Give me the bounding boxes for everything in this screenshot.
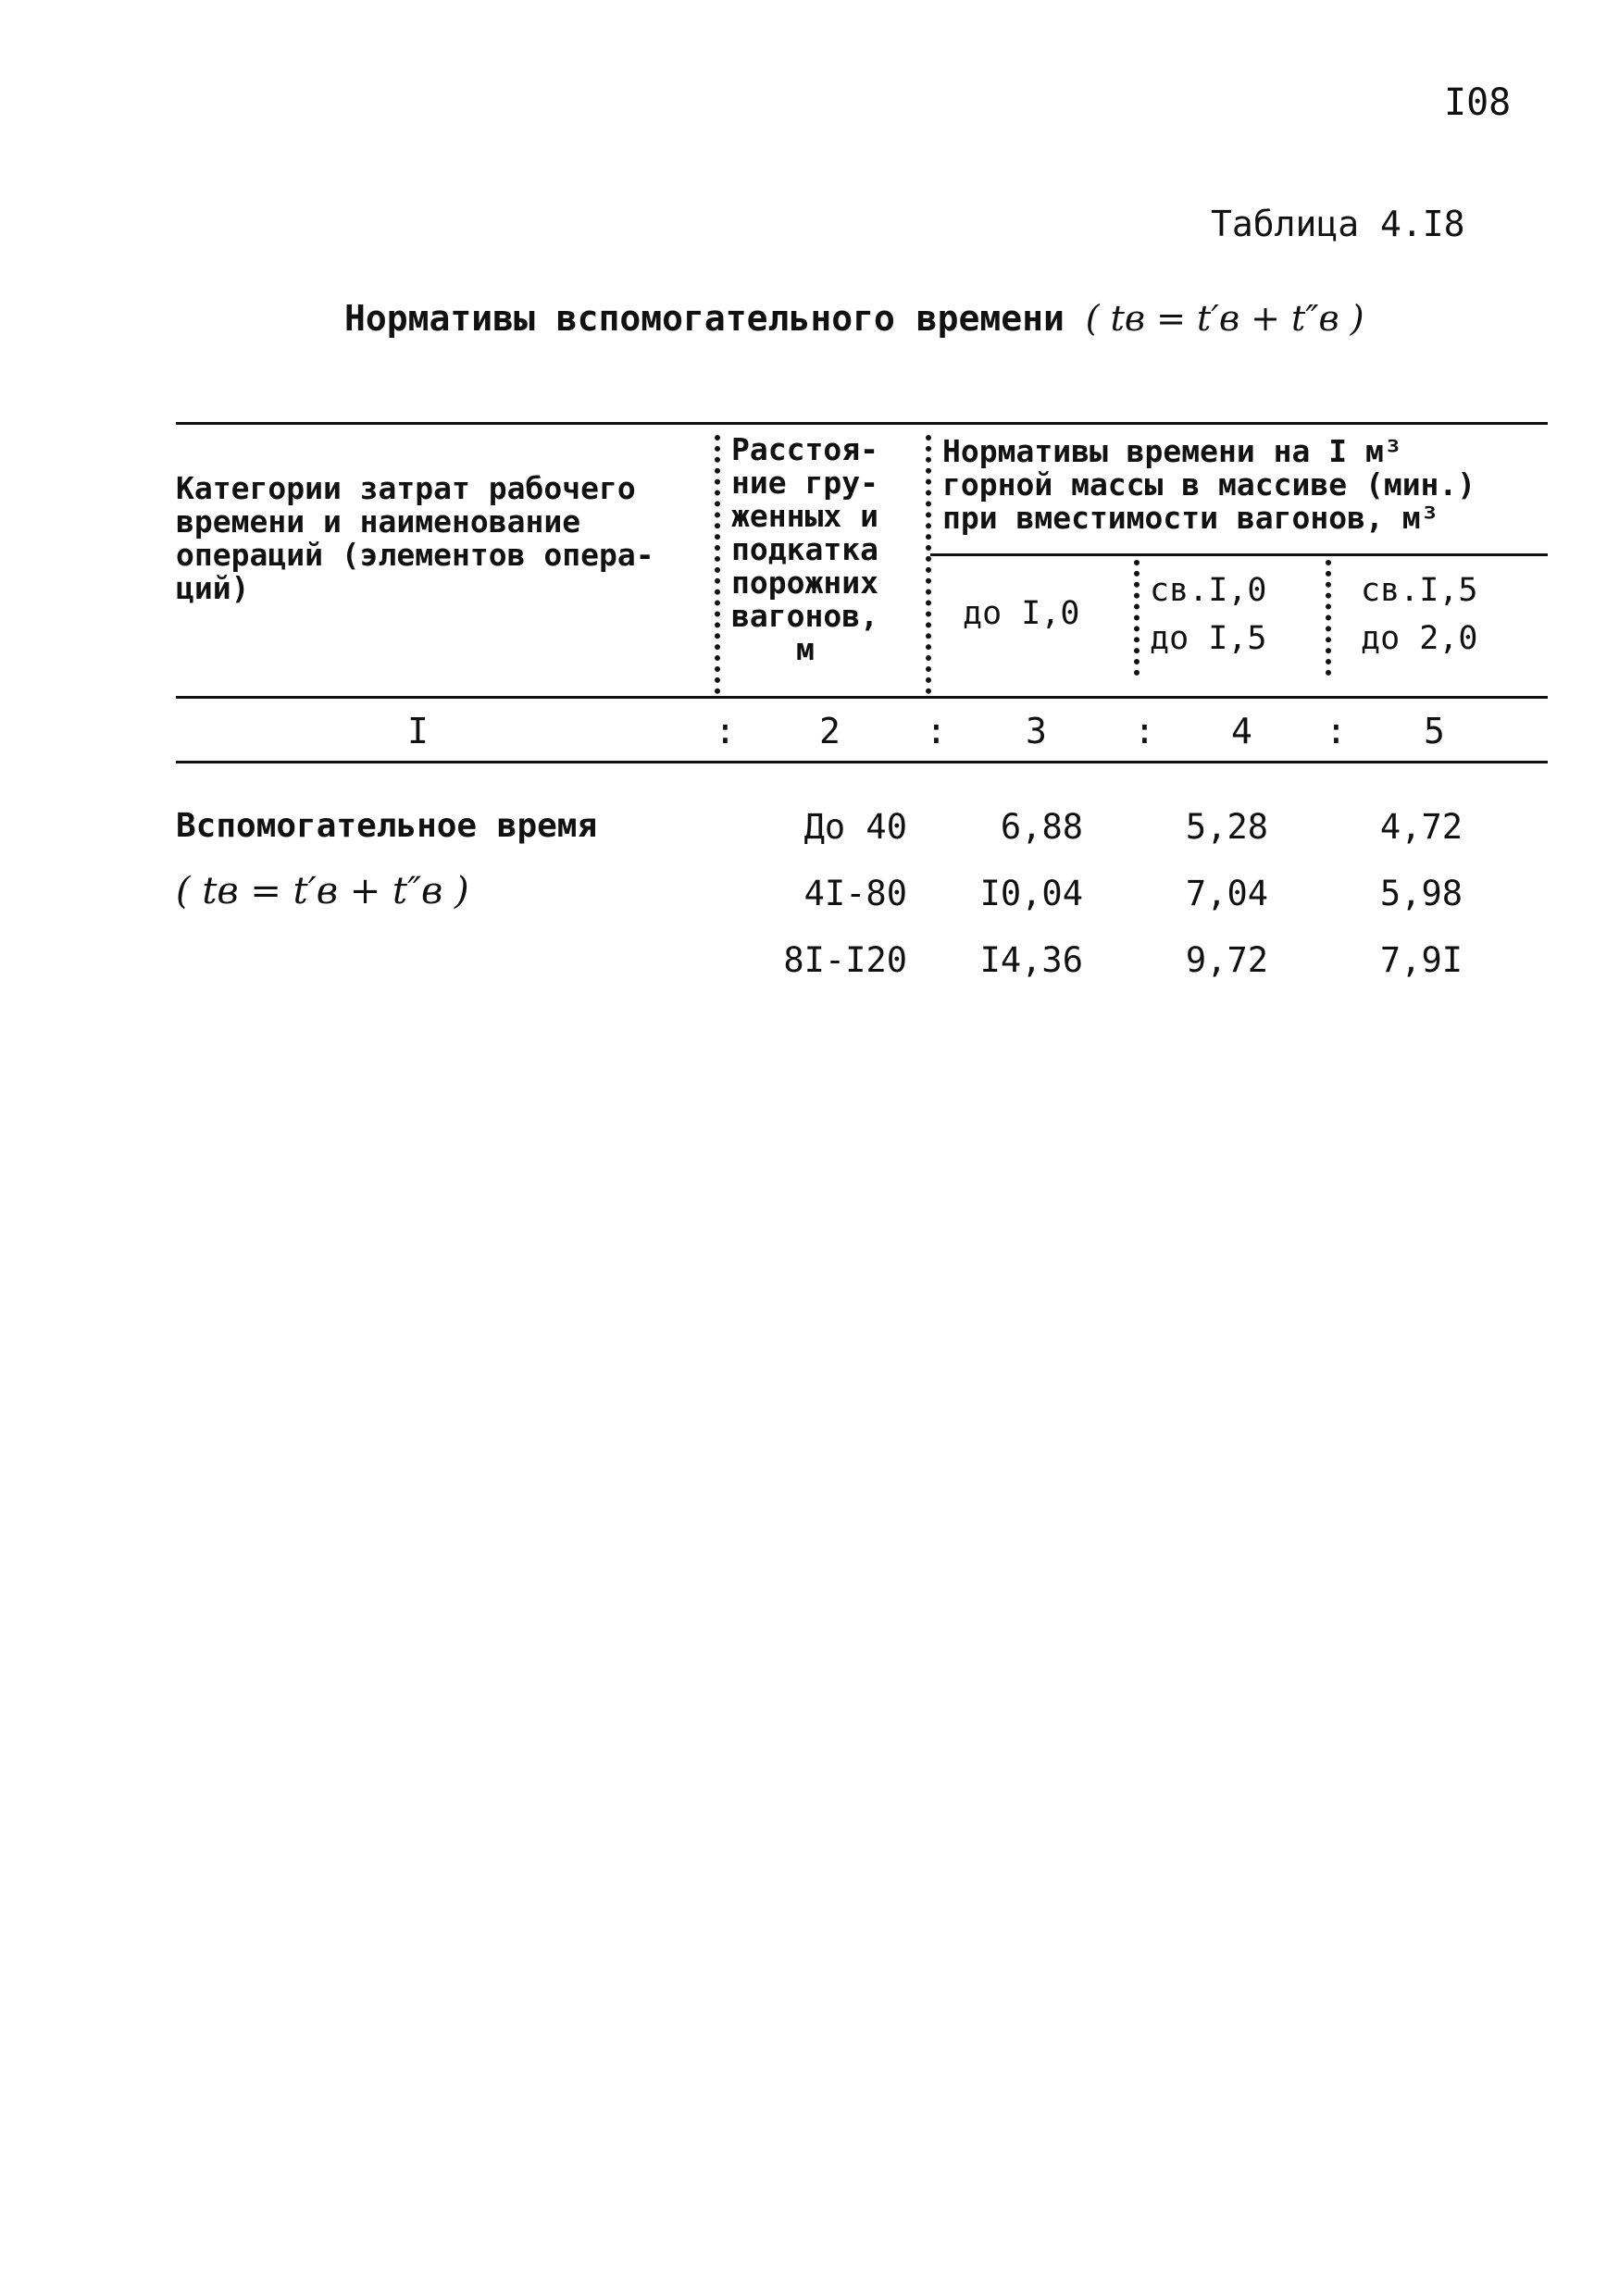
header-col1-line: времени и наименование xyxy=(176,503,581,540)
header-bottom-rule xyxy=(176,696,1548,699)
column-number-5: 5 xyxy=(1424,711,1445,751)
header-group-line: горной массы в массиве (мин.) xyxy=(942,466,1476,503)
cell-value: I0,04 xyxy=(979,874,1083,913)
col-separator-3 xyxy=(1134,560,1140,676)
header-group-line: Нормативы времени на I м³ xyxy=(942,433,1402,469)
title-formula: ( tв = t′в + t″в ) xyxy=(1085,298,1364,339)
header-col1 xyxy=(176,472,654,605)
cell-value: 4,72 xyxy=(1379,807,1463,847)
header-col2-line: подкатка xyxy=(731,531,878,567)
header-group xyxy=(942,435,1476,535)
header-col2-line: ние гру- xyxy=(731,465,878,501)
col-separator-1 xyxy=(715,435,720,694)
col-separator-4 xyxy=(1326,560,1331,676)
column-number-1: I xyxy=(407,711,429,751)
header-col2-line: порожних xyxy=(731,565,878,601)
cell-value: I4,36 xyxy=(979,940,1083,980)
numbers-bottom-rule xyxy=(176,761,1548,763)
header-col5-line: св.I,5 xyxy=(1361,572,1478,609)
header-col3: до I,0 xyxy=(963,595,1080,632)
column-separator-mark: : xyxy=(1134,711,1155,751)
cell-value: 7,9I xyxy=(1379,940,1463,980)
cell-value: 7,04 xyxy=(1185,874,1268,913)
cell-value: 6,88 xyxy=(1000,807,1083,847)
cell-value: 5,28 xyxy=(1185,807,1268,847)
table-title xyxy=(344,298,1364,339)
column-number-2: 2 xyxy=(819,711,841,751)
title-text: Нормативы вспомогательного времени xyxy=(344,298,1065,339)
table-top-rule xyxy=(176,422,1548,425)
column-separator-mark: : xyxy=(1326,711,1347,751)
column-separator-mark: : xyxy=(715,711,736,751)
header-col2-line: женных и xyxy=(731,498,878,534)
header-col1-line: Категории затрат рабочего xyxy=(176,470,636,506)
header-col1-line: ций) xyxy=(176,570,250,606)
row-label: Вспомогательное время xyxy=(176,807,598,845)
column-separator-mark: : xyxy=(926,711,947,751)
column-number-3: 3 xyxy=(1026,711,1047,751)
header-col2-line: вагонов, xyxy=(731,598,878,634)
cell-distance: До 40 xyxy=(803,807,907,847)
group-subheader-rule xyxy=(930,553,1548,556)
header-col4 xyxy=(1150,566,1266,663)
cell-distance: 8I-I20 xyxy=(783,940,907,980)
header-col1-line: операций (элементов опера- xyxy=(176,537,654,573)
header-col4-line: до I,5 xyxy=(1150,620,1267,657)
page-number: I08 xyxy=(1444,81,1512,124)
header-group-line: при вместимости вагонов, м³ xyxy=(942,500,1439,536)
header-col2-line: Расстоя- xyxy=(731,431,878,467)
header-col5 xyxy=(1361,566,1477,663)
col-separator-2 xyxy=(926,435,931,694)
cell-value: 5,98 xyxy=(1379,874,1463,913)
row-formula: ( tв = t′в + t″в ) xyxy=(176,870,469,912)
column-number-4: 4 xyxy=(1231,711,1252,751)
header-col2 xyxy=(731,433,878,666)
header-col2-line: м xyxy=(796,631,815,667)
cell-value: 9,72 xyxy=(1185,940,1268,980)
table-label: Таблица 4.I8 xyxy=(1211,204,1465,244)
header-col5-line: до 2,0 xyxy=(1361,620,1478,657)
cell-distance: 4I-80 xyxy=(803,874,907,913)
header-col4-line: св.I,0 xyxy=(1150,572,1267,609)
